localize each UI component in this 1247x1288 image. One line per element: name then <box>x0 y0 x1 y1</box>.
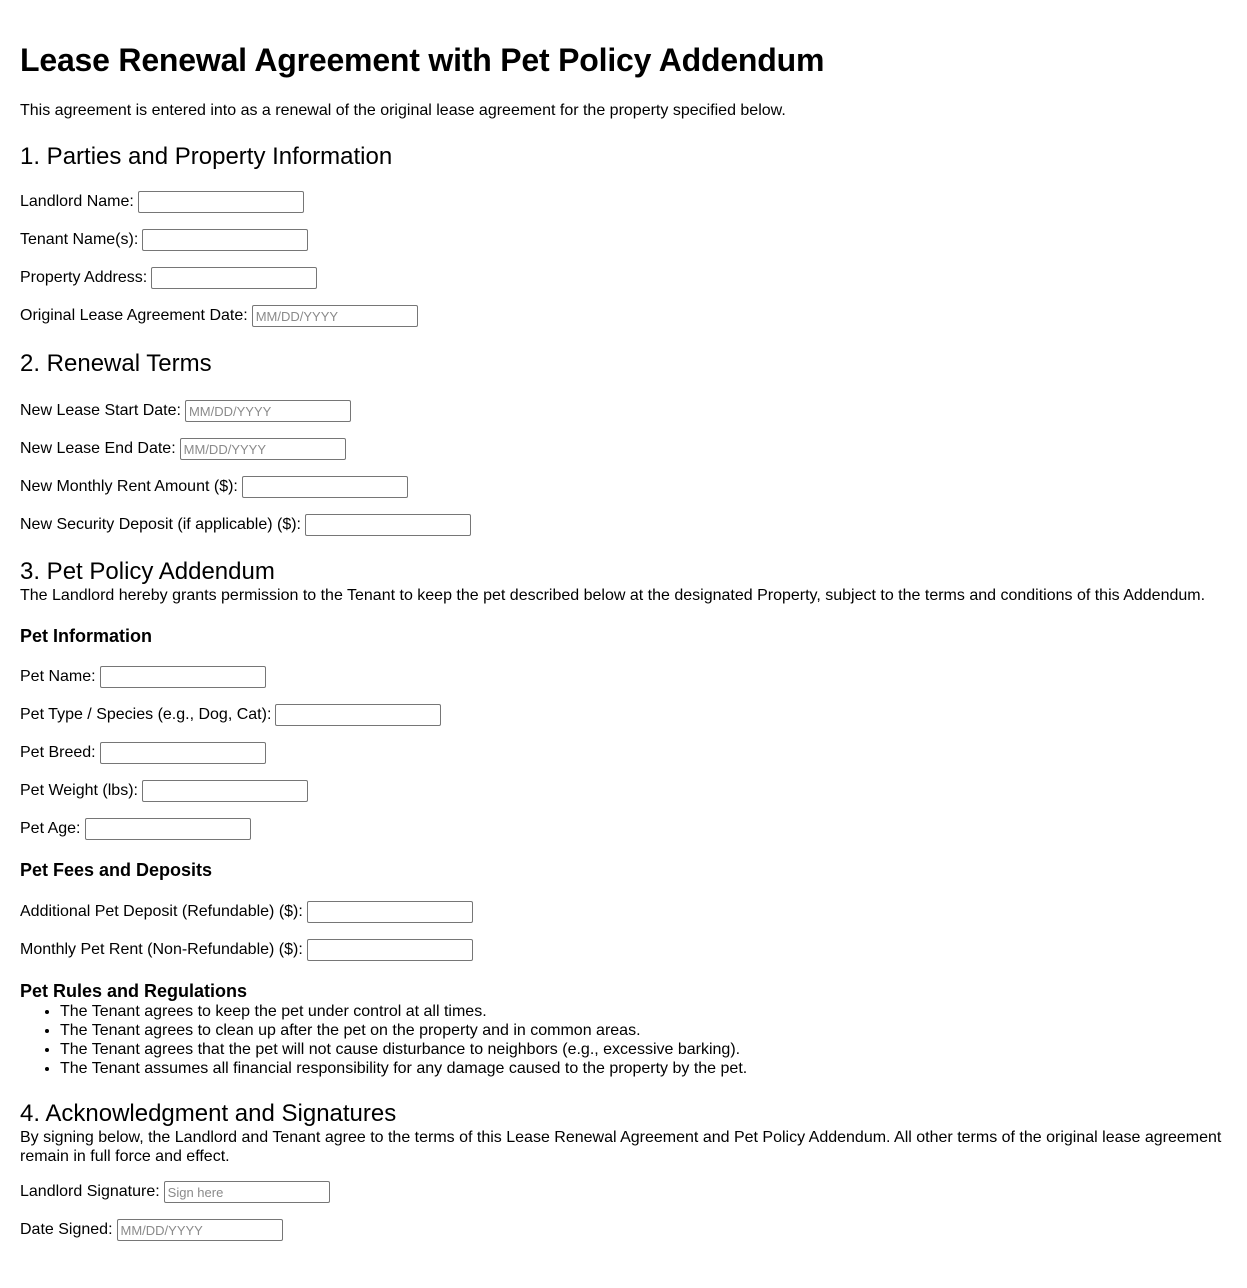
new-rent-row <box>20 476 1227 498</box>
list-item: • The Tenant agrees to keep the pet under control at all times. <box>60 1002 1227 1021</box>
intro-text: This agreement is entered into as a renewal of the original lease agreement for the property specified below. <box>20 102 786 119</box>
subheading-pet-fees: Pet Fees and Deposits <box>20 860 213 880</box>
date-signed-label: Date Signed: <box>20 1221 113 1238</box>
new-rent-label: New Monthly Rent Amount ($): <box>20 478 238 495</box>
date-signed-row <box>20 1219 1227 1241</box>
subheading-pet-rules: Pet Rules and Regulations <box>20 981 248 1001</box>
landlord-signature-row <box>20 1181 1227 1203</box>
pet-age-input[interactable] <box>85 818 251 840</box>
pet-age-label: Pet Age: <box>20 820 81 837</box>
tenant-names-row <box>20 229 1227 251</box>
pet-deposit-row <box>20 901 1227 923</box>
pet-breed-input[interactable] <box>100 742 266 764</box>
original-lease-date-label: Original Lease Agreement Date: <box>20 307 248 324</box>
pet-policy-paragraph: The Landlord hereby grants permission to the Tenant to keep the pet described below at the designated Property, subject to the terms and conditions of this Addendum. <box>20 587 1206 604</box>
pet-rules-list <box>20 1002 1227 1078</box>
section-heading-parties: 1. Parties and Property Information <box>20 143 393 170</box>
pet-breed-label: Pet Breed: <box>20 744 96 761</box>
property-address-input[interactable] <box>151 267 317 289</box>
new-end-date-input[interactable] <box>180 438 346 460</box>
pet-type-row <box>20 704 1227 726</box>
list-item: • The Tenant agrees that the pet will not cause disturbance to neighbors (e.g., excessive barking). <box>60 1040 1227 1059</box>
original-lease-date-row <box>20 305 1227 327</box>
original-lease-date-input[interactable] <box>252 305 418 327</box>
section-heading-signatures: 4. Acknowledgment and Signatures <box>20 1100 397 1127</box>
acknowledgment-paragraph: By signing below, the Landlord and Tenant agree to the terms of this Lease Renewal Agreement and Pet Policy Addendum. All other terms of the original lease agreement remain in full force and effect. <box>20 1129 1222 1165</box>
pet-breed-row <box>20 742 1227 764</box>
pet-name-input[interactable] <box>100 666 266 688</box>
landlord-name-label: Landlord Name: <box>20 193 134 210</box>
landlord-name-row <box>20 191 1227 213</box>
pet-type-label: Pet Type / Species (e.g., Dog, Cat): <box>20 706 272 723</box>
list-item: • The Tenant agrees to clean up after the pet on the property and in common areas. <box>60 1021 1227 1040</box>
new-deposit-input[interactable] <box>305 514 471 536</box>
pet-name-label: Pet Name: <box>20 668 96 685</box>
new-end-date-label: New Lease End Date: <box>20 440 176 457</box>
property-address-row <box>20 267 1227 289</box>
new-deposit-label: New Security Deposit (if applicable) ($): <box>20 516 301 533</box>
subheading-pet-information: Pet Information <box>20 626 153 646</box>
pet-deposit-input[interactable] <box>307 901 473 923</box>
list-item: • The Tenant assumes all financial responsibility for any damage caused to the property by the pet. <box>60 1059 1227 1078</box>
landlord-signature-input[interactable] <box>164 1181 330 1203</box>
new-start-date-row <box>20 400 1227 422</box>
section-heading-pet-policy: 3. Pet Policy Addendum <box>20 558 275 585</box>
landlord-name-input[interactable] <box>138 191 304 213</box>
pet-rent-row <box>20 939 1227 961</box>
new-start-date-input[interactable] <box>185 400 351 422</box>
date-signed-input[interactable] <box>117 1219 283 1241</box>
new-deposit-row <box>20 514 1227 536</box>
pet-name-row <box>20 666 1227 688</box>
pet-rent-label: Monthly Pet Rent (Non-Refundable) ($): <box>20 941 303 958</box>
section-heading-renewal-terms: 2. Renewal Terms <box>20 350 212 377</box>
tenant-names-label: Tenant Name(s): <box>20 231 139 248</box>
pet-deposit-label: Additional Pet Deposit (Refundable) ($): <box>20 903 303 920</box>
pet-age-row <box>20 818 1227 840</box>
property-address-label: Property Address: <box>20 269 148 286</box>
pet-rent-input[interactable] <box>307 939 473 961</box>
tenant-names-input[interactable] <box>142 229 308 251</box>
pet-type-input[interactable] <box>275 704 441 726</box>
pet-weight-input[interactable] <box>142 780 308 802</box>
new-rent-input[interactable] <box>242 476 408 498</box>
new-end-date-row <box>20 438 1227 460</box>
page-title: Lease Renewal Agreement with Pet Policy Addendum <box>20 42 825 78</box>
pet-weight-row <box>20 780 1227 802</box>
new-start-date-label: New Lease Start Date: <box>20 402 181 419</box>
landlord-signature-label: Landlord Signature: <box>20 1183 160 1200</box>
pet-weight-label: Pet Weight (lbs): <box>20 782 138 799</box>
